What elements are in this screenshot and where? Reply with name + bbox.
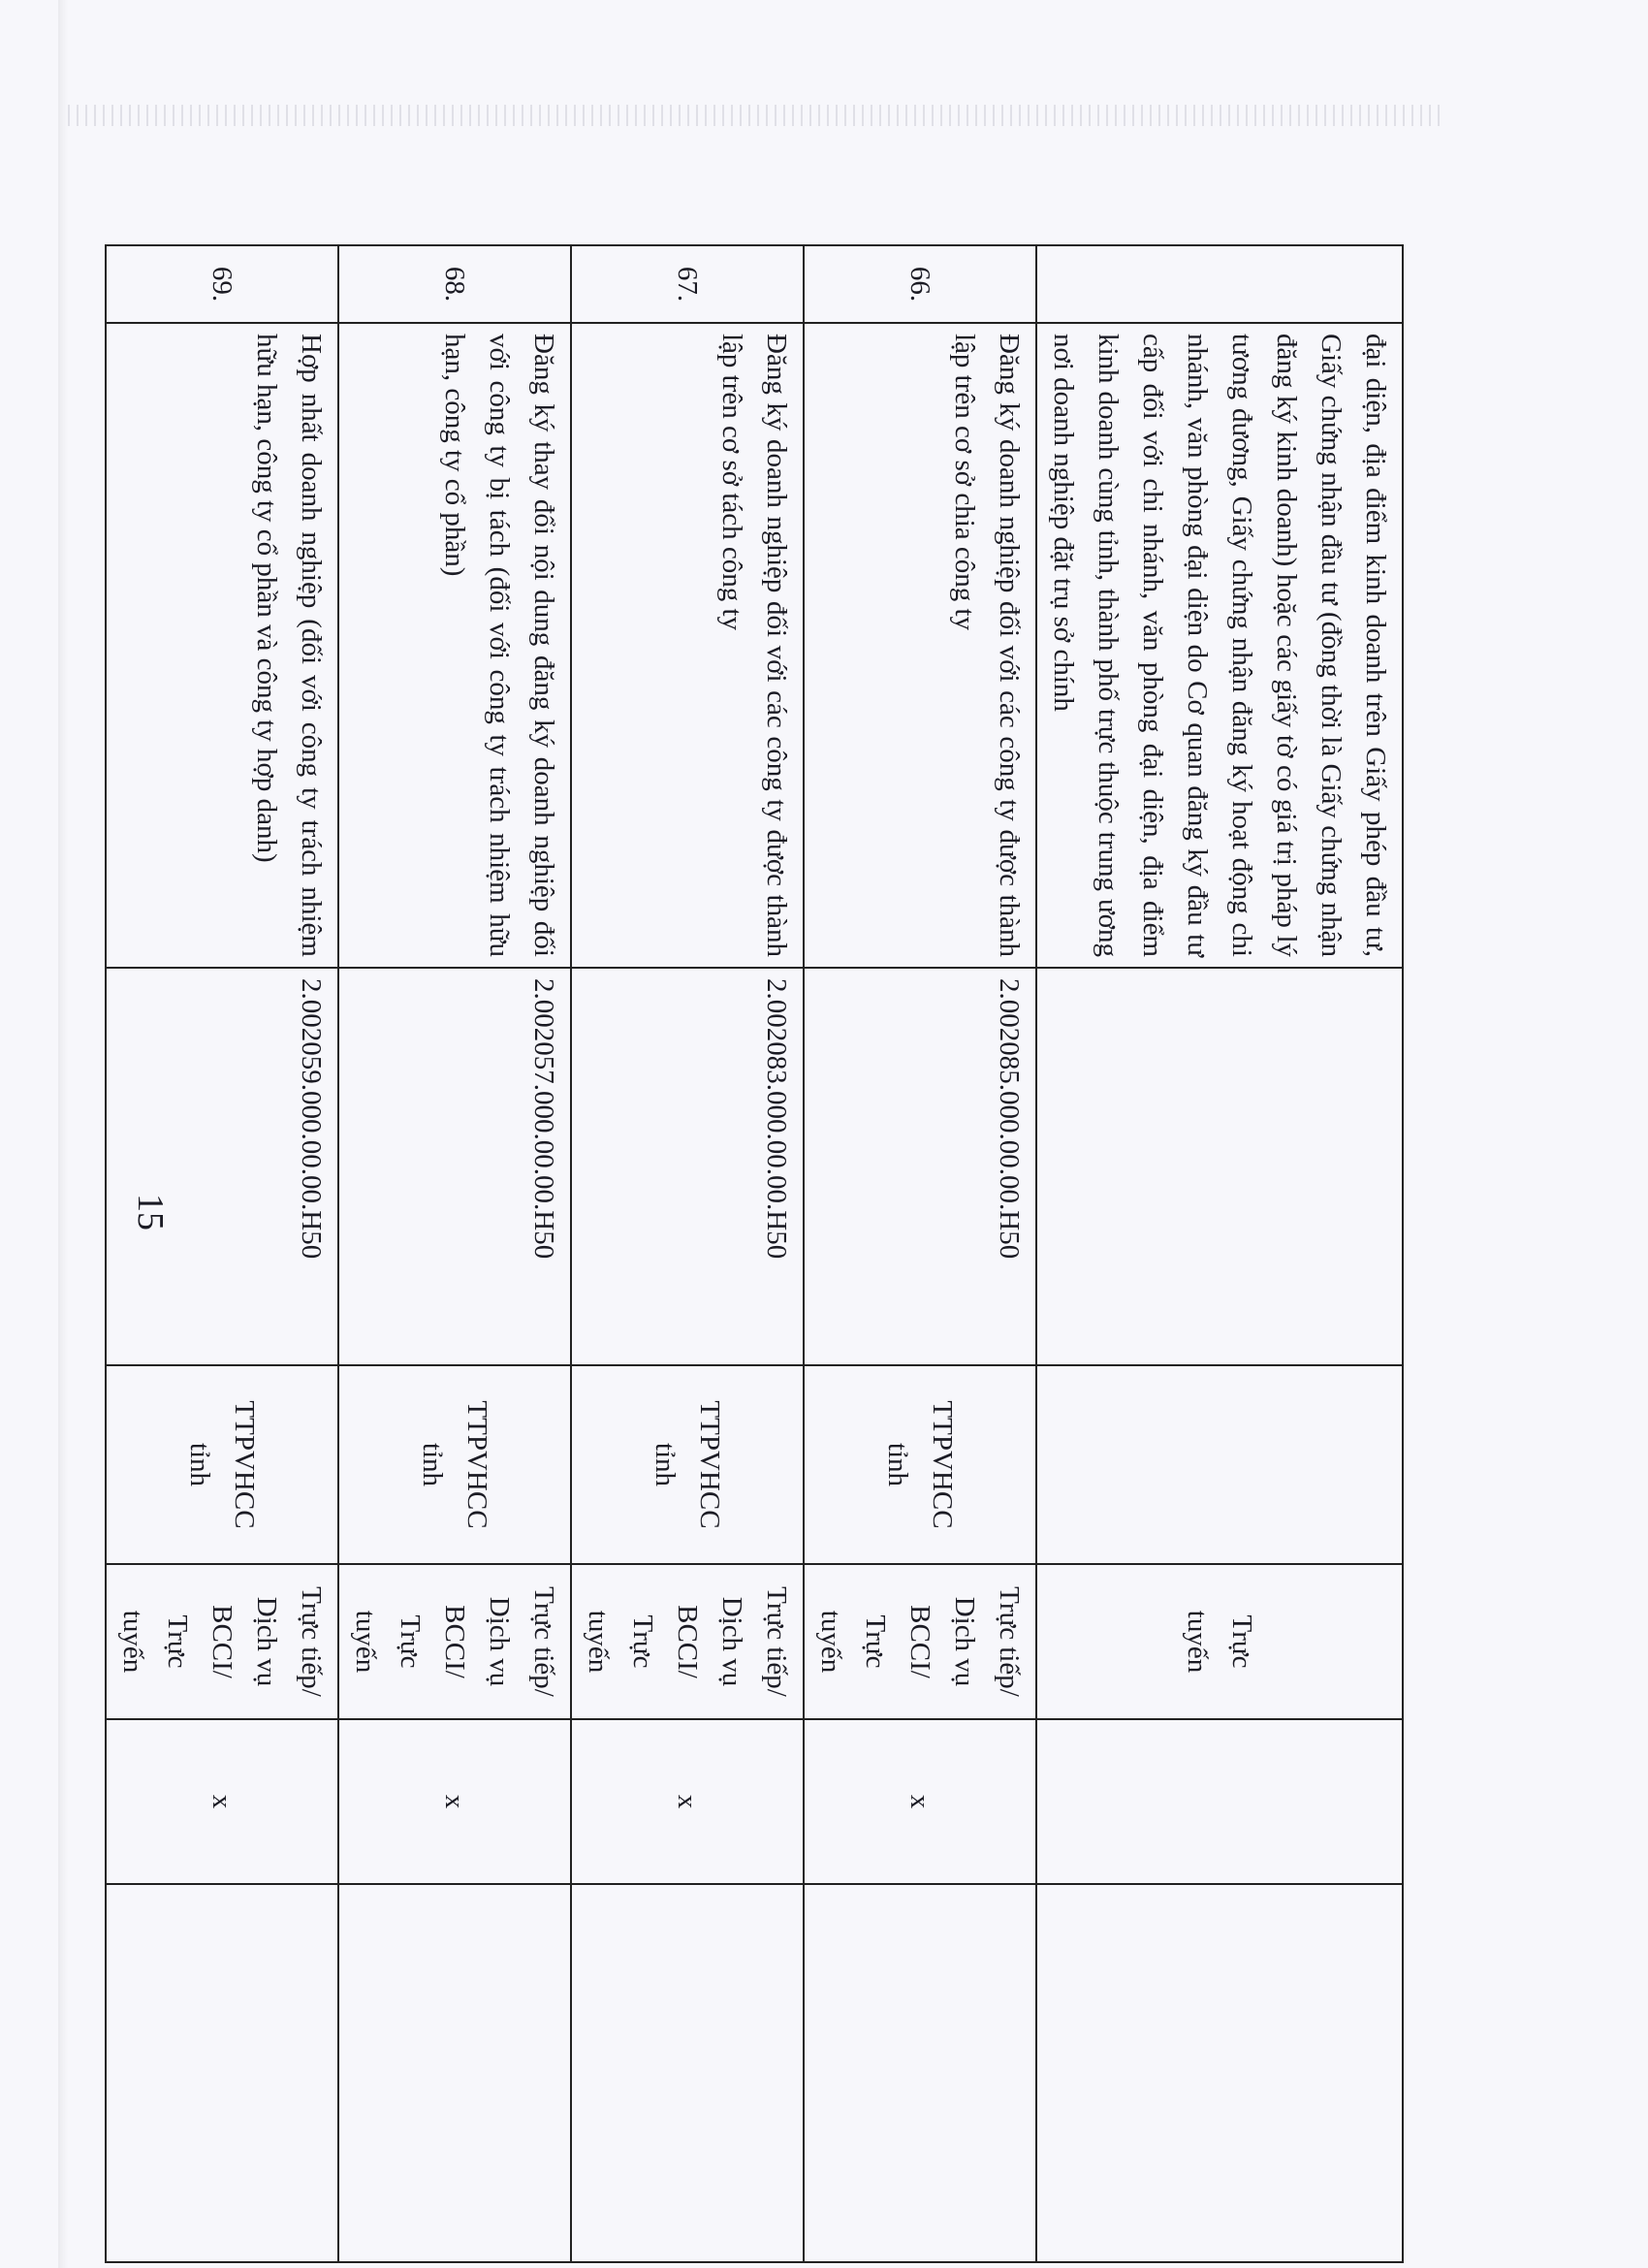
row-number: 66. bbox=[804, 245, 1036, 323]
agency: TTPVHCC tỉnh bbox=[106, 1365, 338, 1564]
agency: TTPVHCC tỉnh bbox=[571, 1365, 804, 1564]
method-line: tuyến bbox=[815, 1610, 846, 1674]
row-number: 67. bbox=[571, 245, 804, 323]
method-line: Trực bbox=[860, 1614, 891, 1669]
method-line: Trực bbox=[162, 1614, 193, 1669]
procedure-name: Đăng ký doanh nghiệp đối với các công ty được thành lập trên cơ sở tách công ty bbox=[571, 323, 804, 968]
method-line: Dịch vụ bbox=[949, 1596, 980, 1687]
procedure-code: 2.002085.000.00.00.H50 bbox=[804, 968, 1036, 1365]
submission-method bbox=[338, 1564, 571, 1719]
submission-method bbox=[571, 1564, 804, 1719]
row-number: 68. bbox=[338, 245, 571, 323]
method-line: BCCI/ bbox=[904, 1605, 935, 1678]
method-line: tuyến bbox=[350, 1610, 381, 1674]
method-line: Trực tiếp/ bbox=[761, 1586, 792, 1697]
method-line: Trực bbox=[627, 1614, 658, 1669]
table-row bbox=[571, 245, 804, 2262]
check-mark bbox=[1036, 1719, 1403, 1884]
empty-cell bbox=[106, 1884, 338, 2262]
method-line: tuyến bbox=[1182, 1610, 1213, 1674]
scan-bleed-through bbox=[68, 105, 1444, 126]
procedure-table bbox=[105, 244, 1404, 2263]
submission-method bbox=[106, 1564, 338, 1719]
procedure-name: Đăng ký thay đổi nội dung đăng ký doanh nghiệp đối với công ty bị tách (đối với công ty trách nhiệm hữu hạn, công ty cổ phần) bbox=[338, 323, 571, 968]
table-row bbox=[106, 245, 338, 2262]
method-line: Trực tiếp/ bbox=[994, 1586, 1025, 1697]
check-mark: x bbox=[571, 1719, 804, 1884]
agency bbox=[1036, 1365, 1403, 1564]
procedure-code: 2.002059.000.00.00.H50 bbox=[106, 968, 338, 1365]
check-mark: x bbox=[106, 1719, 338, 1884]
empty-cell bbox=[571, 1884, 804, 2262]
method-line: Trực tiếp/ bbox=[296, 1586, 327, 1697]
method-line: BCCI/ bbox=[672, 1605, 703, 1678]
row-number bbox=[1036, 245, 1403, 323]
method-line: tuyến bbox=[583, 1610, 614, 1674]
agency: TTPVHCC tỉnh bbox=[804, 1365, 1036, 1564]
check-mark: x bbox=[338, 1719, 571, 1884]
procedure-code: 2.002083.000.00.00.H50 bbox=[571, 968, 804, 1365]
scan-shadow bbox=[58, 0, 68, 2268]
table-row bbox=[338, 245, 571, 2262]
empty-cell bbox=[338, 1884, 571, 2262]
method-line: BCCI/ bbox=[206, 1605, 238, 1678]
page-number: 15 bbox=[130, 1194, 171, 1230]
method-line: Dịch vụ bbox=[716, 1596, 747, 1687]
agency: TTPVHCC tỉnh bbox=[338, 1365, 571, 1564]
procedure-name: đại diện, địa điểm kinh doanh trên Giấy phép đầu tư, Giấy chứng nhận đầu tư (đồng thời là Giấy chứng nhận đăng ký kinh doanh) hoặc các giấy tờ có giá trị pháp lý tương đương, Giấy chứng nhận đăng ký hoạt động chi nhánh, văn phòng đại diện do Cơ quan đăng ký đầu tư cấp đối với chi nhánh, văn phòng đại diện, địa điểm kinh doanh cùng tỉnh, thành phố trực thuộc trung ương nơi doanh nghiệp đặt trụ sở chính bbox=[1036, 323, 1403, 968]
method-line: Dịch vụ bbox=[484, 1596, 515, 1687]
procedure-name: Hợp nhất doanh nghiệp (đối với công ty trách nhiệm hữu hạn, công ty cổ phần và công ty hợp danh) bbox=[106, 323, 338, 968]
empty-cell bbox=[1036, 1884, 1403, 2262]
method-line: tuyến bbox=[117, 1610, 148, 1674]
method-line: Dịch vụ bbox=[251, 1596, 282, 1687]
method-line: Trực tiếp/ bbox=[528, 1586, 559, 1697]
procedure-code bbox=[1036, 968, 1403, 1365]
row-number: 69. bbox=[106, 245, 338, 323]
method-line: BCCI/ bbox=[439, 1605, 470, 1678]
empty-cell bbox=[804, 1884, 1036, 2262]
table-row bbox=[804, 245, 1036, 2262]
procedure-code: 2.002057.000.00.00.H50 bbox=[338, 968, 571, 1365]
submission-method bbox=[1036, 1564, 1403, 1719]
method-line: Trực bbox=[1226, 1614, 1257, 1669]
method-line: Trực bbox=[395, 1614, 426, 1669]
submission-method bbox=[804, 1564, 1036, 1719]
procedure-name: Đăng ký doanh nghiệp đối với các công ty được thành lập trên cơ sở chia công ty bbox=[804, 323, 1036, 968]
check-mark: x bbox=[804, 1719, 1036, 1884]
table-row bbox=[1036, 245, 1403, 2262]
